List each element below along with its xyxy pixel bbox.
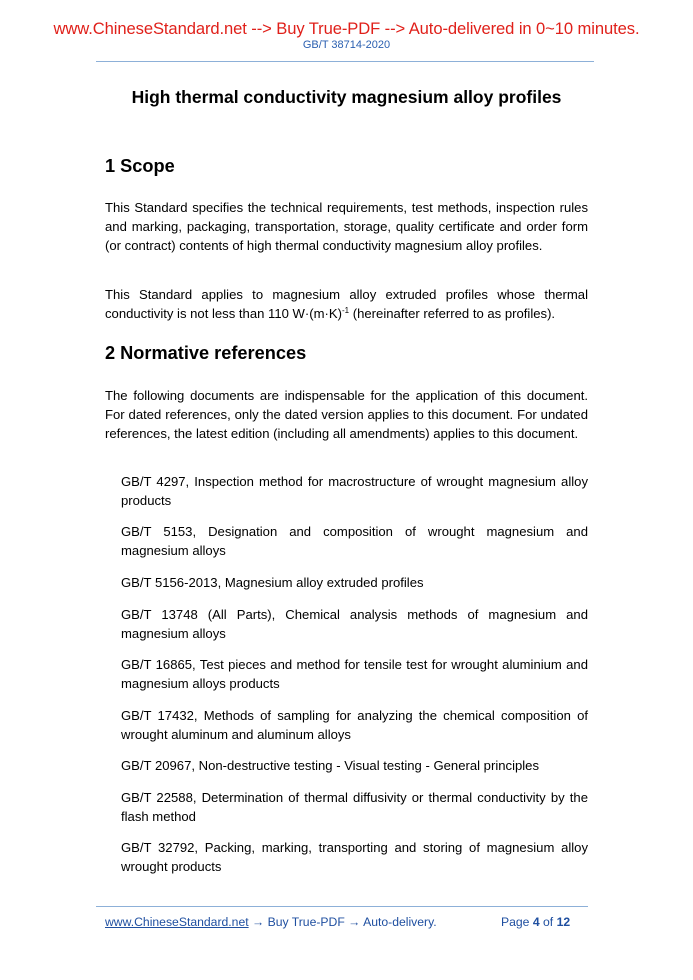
reference-item: GB/T 13748 (All Parts), Chemical analysis methods of magnesium and magnesium alloys bbox=[121, 607, 588, 642]
standard-code: GB/T 38714-2020 bbox=[302, 39, 391, 51]
page-current: 4 bbox=[532, 915, 540, 929]
reference-item: GB/T 5156-2013, Magnesium alloy extruded profiles bbox=[121, 575, 424, 590]
scope-paragraph-2-tail: (hereinafter referred to as profiles). bbox=[349, 306, 556, 322]
unit-exponent: -1 bbox=[341, 306, 350, 316]
reference-item: GB/T 4297, Inspection method for macrostructure of wrought magnesium alloy products bbox=[121, 474, 588, 509]
scope-paragraph-1: This Standard specifies the technical requirements, test methods, inspection rules and marking, packaging, transportation, storage, quality certificate and order form (or contract) contents of high thermal conductivity magnesium alloy profiles. bbox=[105, 200, 588, 254]
footer-tagline-text: → Buy True-PDF → Auto-delivery. bbox=[248, 915, 437, 929]
footer-site-link[interactable]: www.ChineseStandard.net bbox=[105, 915, 249, 929]
document-title: High thermal conductivity magnesium alloy profiles bbox=[131, 87, 562, 107]
footer-divider bbox=[96, 906, 588, 907]
reference-item: GB/T 5153, Designation and composition of wrought magnesium and magnesium alloys bbox=[121, 524, 588, 559]
reference-item: GB/T 32792, Packing, marking, transporting and storing of magnesium alloy wrought products bbox=[121, 840, 588, 875]
page-indicator bbox=[501, 915, 570, 929]
purchase-banner[interactable]: www.ChineseStandard.net --> Buy True-PDF --> Auto-delivered in 0~10 minutes. bbox=[53, 19, 640, 38]
section-heading-normative-references: 2 Normative references bbox=[105, 343, 307, 363]
reference-item: GB/T 20967, Non-destructive testing - Visual testing - General principles bbox=[121, 758, 539, 773]
footer-tagline bbox=[105, 915, 437, 929]
page-of-word: of bbox=[539, 915, 557, 929]
header-divider bbox=[96, 61, 594, 62]
page-word: Page bbox=[501, 915, 533, 929]
page-total: 12 bbox=[556, 915, 571, 929]
scope-paragraph-2-text: This Standard applies to magnesium alloy extruded profiles whose thermal conductivity is not less than 110 W·(m·K) bbox=[105, 287, 588, 322]
reference-item: GB/T 16865, Test pieces and method for tensile test for wrought aluminium and magnesium alloys products bbox=[121, 657, 588, 692]
reference-item: GB/T 17432, Methods of sampling for analyzing the chemical composition of wrought aluminum and aluminum alloys bbox=[121, 708, 588, 743]
scope-paragraph-2 bbox=[105, 285, 588, 323]
section-heading-scope: 1 Scope bbox=[105, 156, 175, 176]
normative-intro: The following documents are indispensable for the application of this document. For dated references, only the dated version applies to this document. For undated references, the latest edition (including all amendments) applies to this document. bbox=[105, 388, 588, 442]
reference-item: GB/T 22588, Determination of thermal diffusivity or thermal conductivity by the flash method bbox=[121, 790, 588, 825]
